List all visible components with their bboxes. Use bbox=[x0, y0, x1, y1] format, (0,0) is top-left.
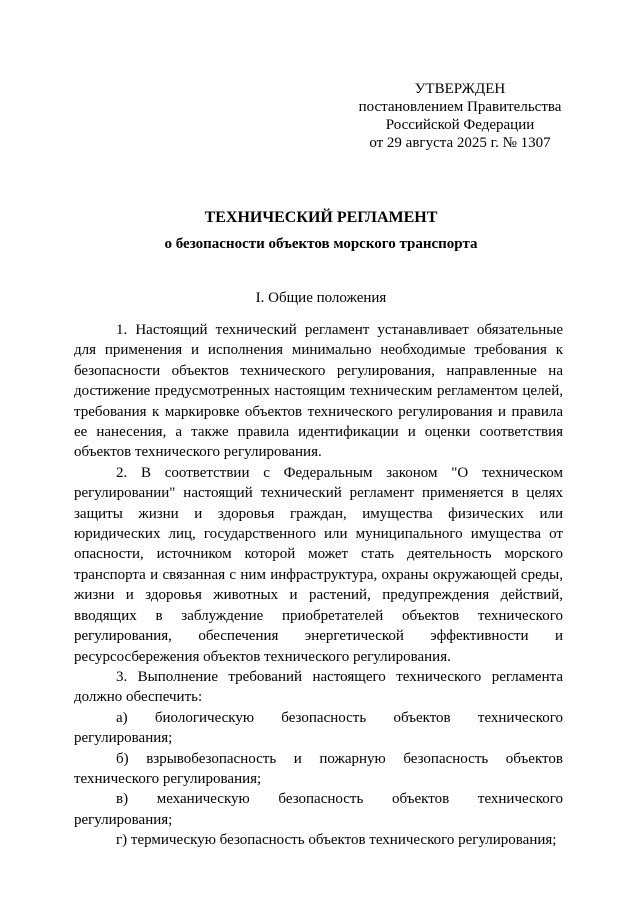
approval-line: УТВЕРЖДЕН bbox=[414, 81, 506, 97]
document-subtitle: о безопасности объектов морского транспорта bbox=[164, 236, 478, 252]
list-item: г) термическую безопасность объектов технического регулирования; bbox=[116, 832, 557, 849]
approval-line: постановлением Правительства bbox=[358, 99, 562, 115]
paragraph: 1. Настоящий технический регламент устанавливает обязательные для применения и исполнения минимально необходимые требования к безопасности объектов технического регулирования, направленные на достижение предусмотренных настоящим техническим регламентом целей, требования к маркировке объектов технического регулирования и правила ее нанесения, а также правила идентификации и оценки соответствия объектов технического регулирования. bbox=[74, 322, 563, 461]
approval-stamp bbox=[340, 80, 580, 152]
list-item: б) взрывобезопасность и пожарную безопасность объектов технического регулирования; bbox=[74, 750, 563, 787]
paragraph: 3. Выполнение требований настоящего технического регламента должно обеспечить: bbox=[74, 668, 563, 706]
approval-line: Российской Федерации bbox=[385, 117, 535, 133]
list-item: а) биологическую безопасность объектов технического регулирования; bbox=[74, 709, 563, 747]
list-item: в) механическую безопасность объектов технического регулирования; bbox=[74, 791, 563, 828]
section-heading: I. Общие положения bbox=[255, 290, 387, 306]
document-body bbox=[74, 320, 563, 851]
approval-line: от 29 августа 2025 г. № 1307 bbox=[369, 135, 551, 151]
document-title: ТЕХНИЧЕСКИЙ РЕГЛАМЕНТ bbox=[204, 209, 438, 226]
paragraph: 2. В соответствии с Федеральным законом "О техническом регулировании" настоящий технический регламент применяется в целях защиты жизни и здоровья граждан, имущества физических или юридических лиц, государственного или муниципального имущества от опасности, источником которой может стать деятельность морского транспорта и связанная с ним инфраструктура, охраны окружающей среды, жизни и здоровья животных и растений, предупреждения действий, вводящих в заблуждение приобретателей объектов технического регулирования, обеспечения энергетической эффективности и ресурсосбережения объектов технического регулирования. bbox=[74, 464, 563, 665]
